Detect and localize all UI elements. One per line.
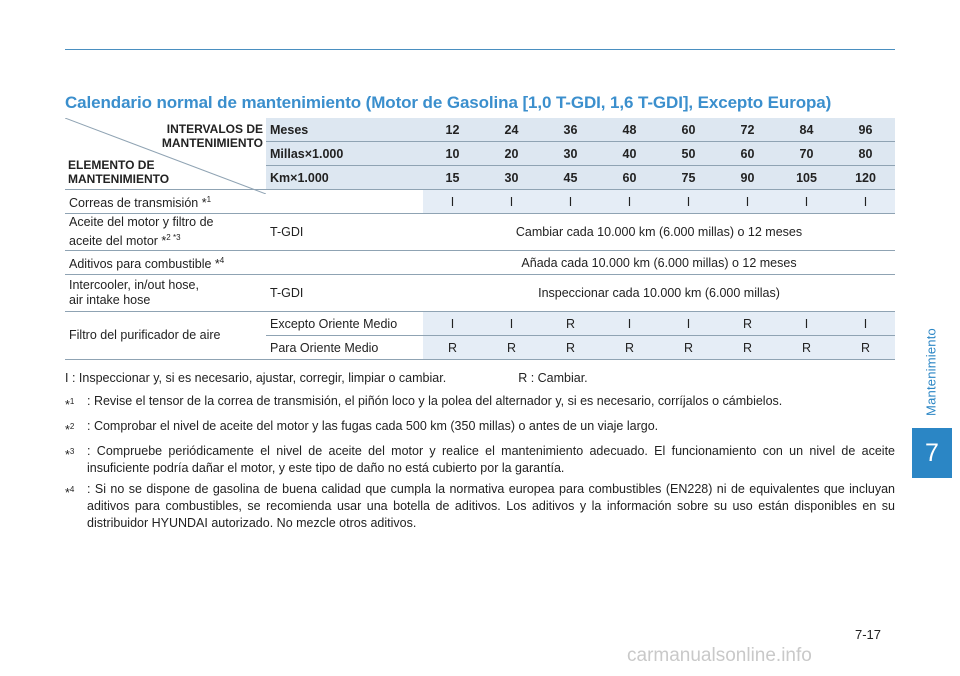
legend	[65, 370, 895, 387]
row-aceite-motor	[65, 214, 895, 251]
header-value: 48	[600, 118, 659, 142]
header-value: 120	[836, 166, 895, 190]
table-cell: R	[659, 336, 718, 360]
table-cell: I	[659, 190, 718, 214]
header-value: 10	[423, 142, 482, 166]
header-value: 90	[718, 166, 777, 190]
header-value: 70	[777, 142, 836, 166]
table-cell: R	[482, 336, 541, 360]
maintenance-table	[65, 118, 895, 360]
table-cell: I	[718, 190, 777, 214]
footnote-mark: *$^1$	[65, 397, 75, 413]
row-label: Intercooler, in/out hose, air intake hose	[65, 275, 266, 312]
table-cell: I	[423, 312, 482, 336]
header-value: 84	[777, 118, 836, 142]
table-cell: I	[423, 190, 482, 214]
header-value: 40	[600, 142, 659, 166]
header-value: 60	[659, 118, 718, 142]
table-cell: I	[482, 190, 541, 214]
header-value: 105	[777, 166, 836, 190]
row-label: Aceite del motor y filtro de aceite del motor *$^{2 *3}$	[65, 214, 266, 251]
table-cell: I	[600, 190, 659, 214]
header-value: 72	[718, 118, 777, 142]
header-value: 30	[482, 166, 541, 190]
row-sublabel: Para Oriente Medio	[266, 336, 423, 360]
table-cell: I	[777, 190, 836, 214]
watermark: carmanualsonline.info	[627, 645, 812, 666]
header-value: 15	[423, 166, 482, 190]
table-cell: I	[836, 312, 895, 336]
table-cell: I	[541, 190, 600, 214]
side-tab-label: Mantenimiento	[923, 328, 939, 416]
table-cell: R	[423, 336, 482, 360]
header-value: 60	[600, 166, 659, 190]
header-value: 24	[482, 118, 541, 142]
footnote-1	[65, 393, 895, 414]
footnote-2	[65, 418, 895, 439]
top-rule	[65, 49, 895, 50]
header-value: 12	[423, 118, 482, 142]
row-sublabel: T-GDI	[266, 214, 423, 251]
header-row-meses	[65, 118, 895, 142]
table-cell: R	[718, 336, 777, 360]
table-cell: I	[836, 190, 895, 214]
footnote-text: : Compruebe periódicamente el nivel de aceite del motor y realice el mantenimiento adecuado. El funcionamiento con un nivel de aceite insuficiente podría dañar el motor, y este tipo de daño no está cubierto por la garantía.	[87, 444, 895, 476]
header-value: 96	[836, 118, 895, 142]
header-value: 45	[541, 166, 600, 190]
row-sublabel: T-GDI	[266, 275, 423, 312]
footnotes	[65, 370, 895, 536]
corner-bottom-label: ELEMENTO DE MANTENIMIENTO	[68, 158, 170, 186]
row-label: Correas de transmisión *$^1$	[65, 190, 423, 214]
row-instruction: Inspeccionar cada 10.000 km (6.000 millas)	[423, 275, 895, 312]
table-cell: I	[659, 312, 718, 336]
footnote-text: : Revise el tensor de la correa de transmisión, el piñón loco y la polea del alternador y, si es necesario, corríjalos o cámbielos.	[87, 394, 783, 408]
table-cell: R	[836, 336, 895, 360]
header-label: Millas×1.000	[266, 142, 423, 166]
legend-replace: R : Cambiar.	[518, 371, 588, 385]
footnote-mark: *$^3$	[65, 447, 75, 463]
header-value: 36	[541, 118, 600, 142]
header-value: 75	[659, 166, 718, 190]
header-value: 80	[836, 142, 895, 166]
row-instruction: Añada cada 10.000 km (6.000 millas) o 12 meses	[423, 251, 895, 275]
footnote-3	[65, 443, 895, 477]
legend-inspect: I : Inspeccionar y, si es necesario, ajustar, corregir, limpiar o cambiar.	[65, 371, 447, 385]
table-cell: I	[777, 312, 836, 336]
side-tab	[916, 322, 946, 422]
table-cell: I	[482, 312, 541, 336]
header-value: 20	[482, 142, 541, 166]
header-value: 60	[718, 142, 777, 166]
header-value: 30	[541, 142, 600, 166]
row-sublabel: Excepto Oriente Medio	[266, 312, 423, 336]
footnote-text: : Comprobar el nivel de aceite del motor y las fugas cada 500 km (350 millas) o antes de un viaje largo.	[87, 419, 659, 434]
row-intercooler	[65, 275, 895, 312]
table-cell: R	[777, 336, 836, 360]
footnote-text: : Si no se dispone de gasolina de buena calidad que cumpla la normativa europea para combustibles (EN228) ni de equivalentes que incluyan aditivos para combustibles, se recomienda usar una botella de aditivos. Los aditivos y la información sobre su uso están disponibles en su distribuidor HYUNDAI autorizado. No mezcle otros aditivos.	[87, 482, 895, 531]
table-cell: I	[600, 312, 659, 336]
row-aditivos	[65, 251, 895, 275]
page-number: 7-17	[855, 627, 882, 642]
page-title: Calendario normal de mantenimiento (Motor de Gasolina [1,0 T-GDI, 1,6 T-GDI], Excepto Europa)	[65, 93, 832, 112]
footnote-mark: *$^2$	[65, 422, 75, 438]
table-cell: R	[541, 336, 600, 360]
row-filtro-excepto	[65, 312, 895, 336]
chapter-badge: 7	[912, 428, 952, 478]
header-label: Meses	[266, 118, 423, 142]
row-label: Aditivos para combustible *$^4$	[65, 251, 423, 275]
table-cell: R	[541, 312, 600, 336]
header-value: 50	[659, 142, 718, 166]
table-cell: R	[600, 336, 659, 360]
footnote-mark: *$^4$	[65, 485, 75, 501]
table-cell: R	[718, 312, 777, 336]
header-label: Km×1.000	[266, 166, 423, 190]
row-instruction: Cambiar cada 10.000 km (6.000 millas) o 12 meses	[423, 214, 895, 251]
footnote-4	[65, 481, 895, 532]
row-label: Filtro del purificador de aire	[65, 312, 266, 360]
table-corner	[65, 118, 266, 190]
corner-top-label: INTERVALOS DE MANTENIMIENTO	[161, 122, 263, 150]
